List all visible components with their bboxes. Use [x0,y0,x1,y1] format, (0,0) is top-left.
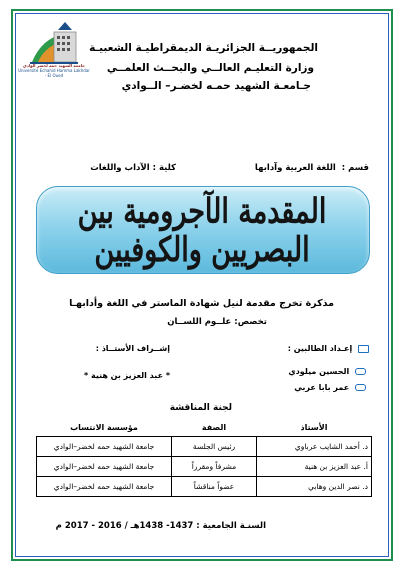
faculty-value: الآداب واللغات [90,163,150,173]
book-icon [358,345,369,353]
thesis-title: المقدمة الآجرومية بين البصريين والكوفيين [77,192,327,270]
students-label-line [288,344,369,353]
table-row [37,477,372,497]
pointer-icon [355,384,366,391]
students-label: إعـداد الطالبين : [287,344,353,353]
faculty-label: كلية : [152,163,176,173]
faculty-line [90,163,176,173]
republic-heading: الجمهوريــة الجزائريـة الديمقراطيـة الشعبيـة [89,42,318,54]
supervisor-name: * عبد العزيز بن هنية * [84,371,170,380]
table-header-row [37,419,372,437]
table-cell: عضواً مناقشاً [172,477,257,497]
table-row [37,457,372,477]
university-heading: جـامعـة الشهيد حمـه لخضـر– الــوادي [121,80,311,92]
ministry-heading: وزارة التعليـم العالــي والبحــث العلمــي [106,62,314,74]
specialty-line: تخصص: علــوم اللســان [167,317,267,327]
table-cell: جامعة الشهيد حمه لخضر–الوادي [37,457,172,477]
student-name-2-line [294,383,366,392]
student-name-2: عمر بابا عربي [294,383,350,392]
table-row [37,437,372,457]
department-value: اللغة العربية وآدابها [254,163,336,173]
table-cell: جامعة الشهيد حمه لخضر–الوادي [37,437,172,457]
logo-caption: جامعة الشهيد حمه لخضر الوادي Université Echahid Hamma Lakhdar - El Oued [18,63,90,78]
pointer-icon [355,368,366,375]
committee-table [36,419,372,497]
student-name-1-line [288,367,366,376]
student-name-1: الحسين ميلودي [288,367,350,376]
table-cell: مشرفاً ومقرراً [172,457,257,477]
table-cell: أ. عبد العزيز بن هنية [257,457,372,477]
table-header: الصفة [172,419,257,437]
table-header: مؤسسة الانتساب [37,419,172,437]
academic-year: السنـة الجامعية : 1437- 1438هـ / 2016 - 2017 م [55,521,266,531]
table-cell: د. أحمد الشايب عرباوي [257,437,372,457]
memo-description: مذكرة تخرج مقدمة لنيل شهادة الماستر في اللغة وأدابهـا [69,298,334,309]
department-label: قسم : [341,163,369,173]
committee-title: لجنة المناقشة [169,403,232,413]
department-line [255,163,369,173]
table-cell: رئيس الجلسة [172,437,257,457]
table-cell: د. نصر الدين وهابي [257,477,372,497]
table-header: الأستاذ [257,419,372,437]
table-cell: جامعة الشهيد حمه لخضر–الوادي [37,477,172,497]
supervisor-label: إشــراف الأستــاذ : [95,344,170,353]
